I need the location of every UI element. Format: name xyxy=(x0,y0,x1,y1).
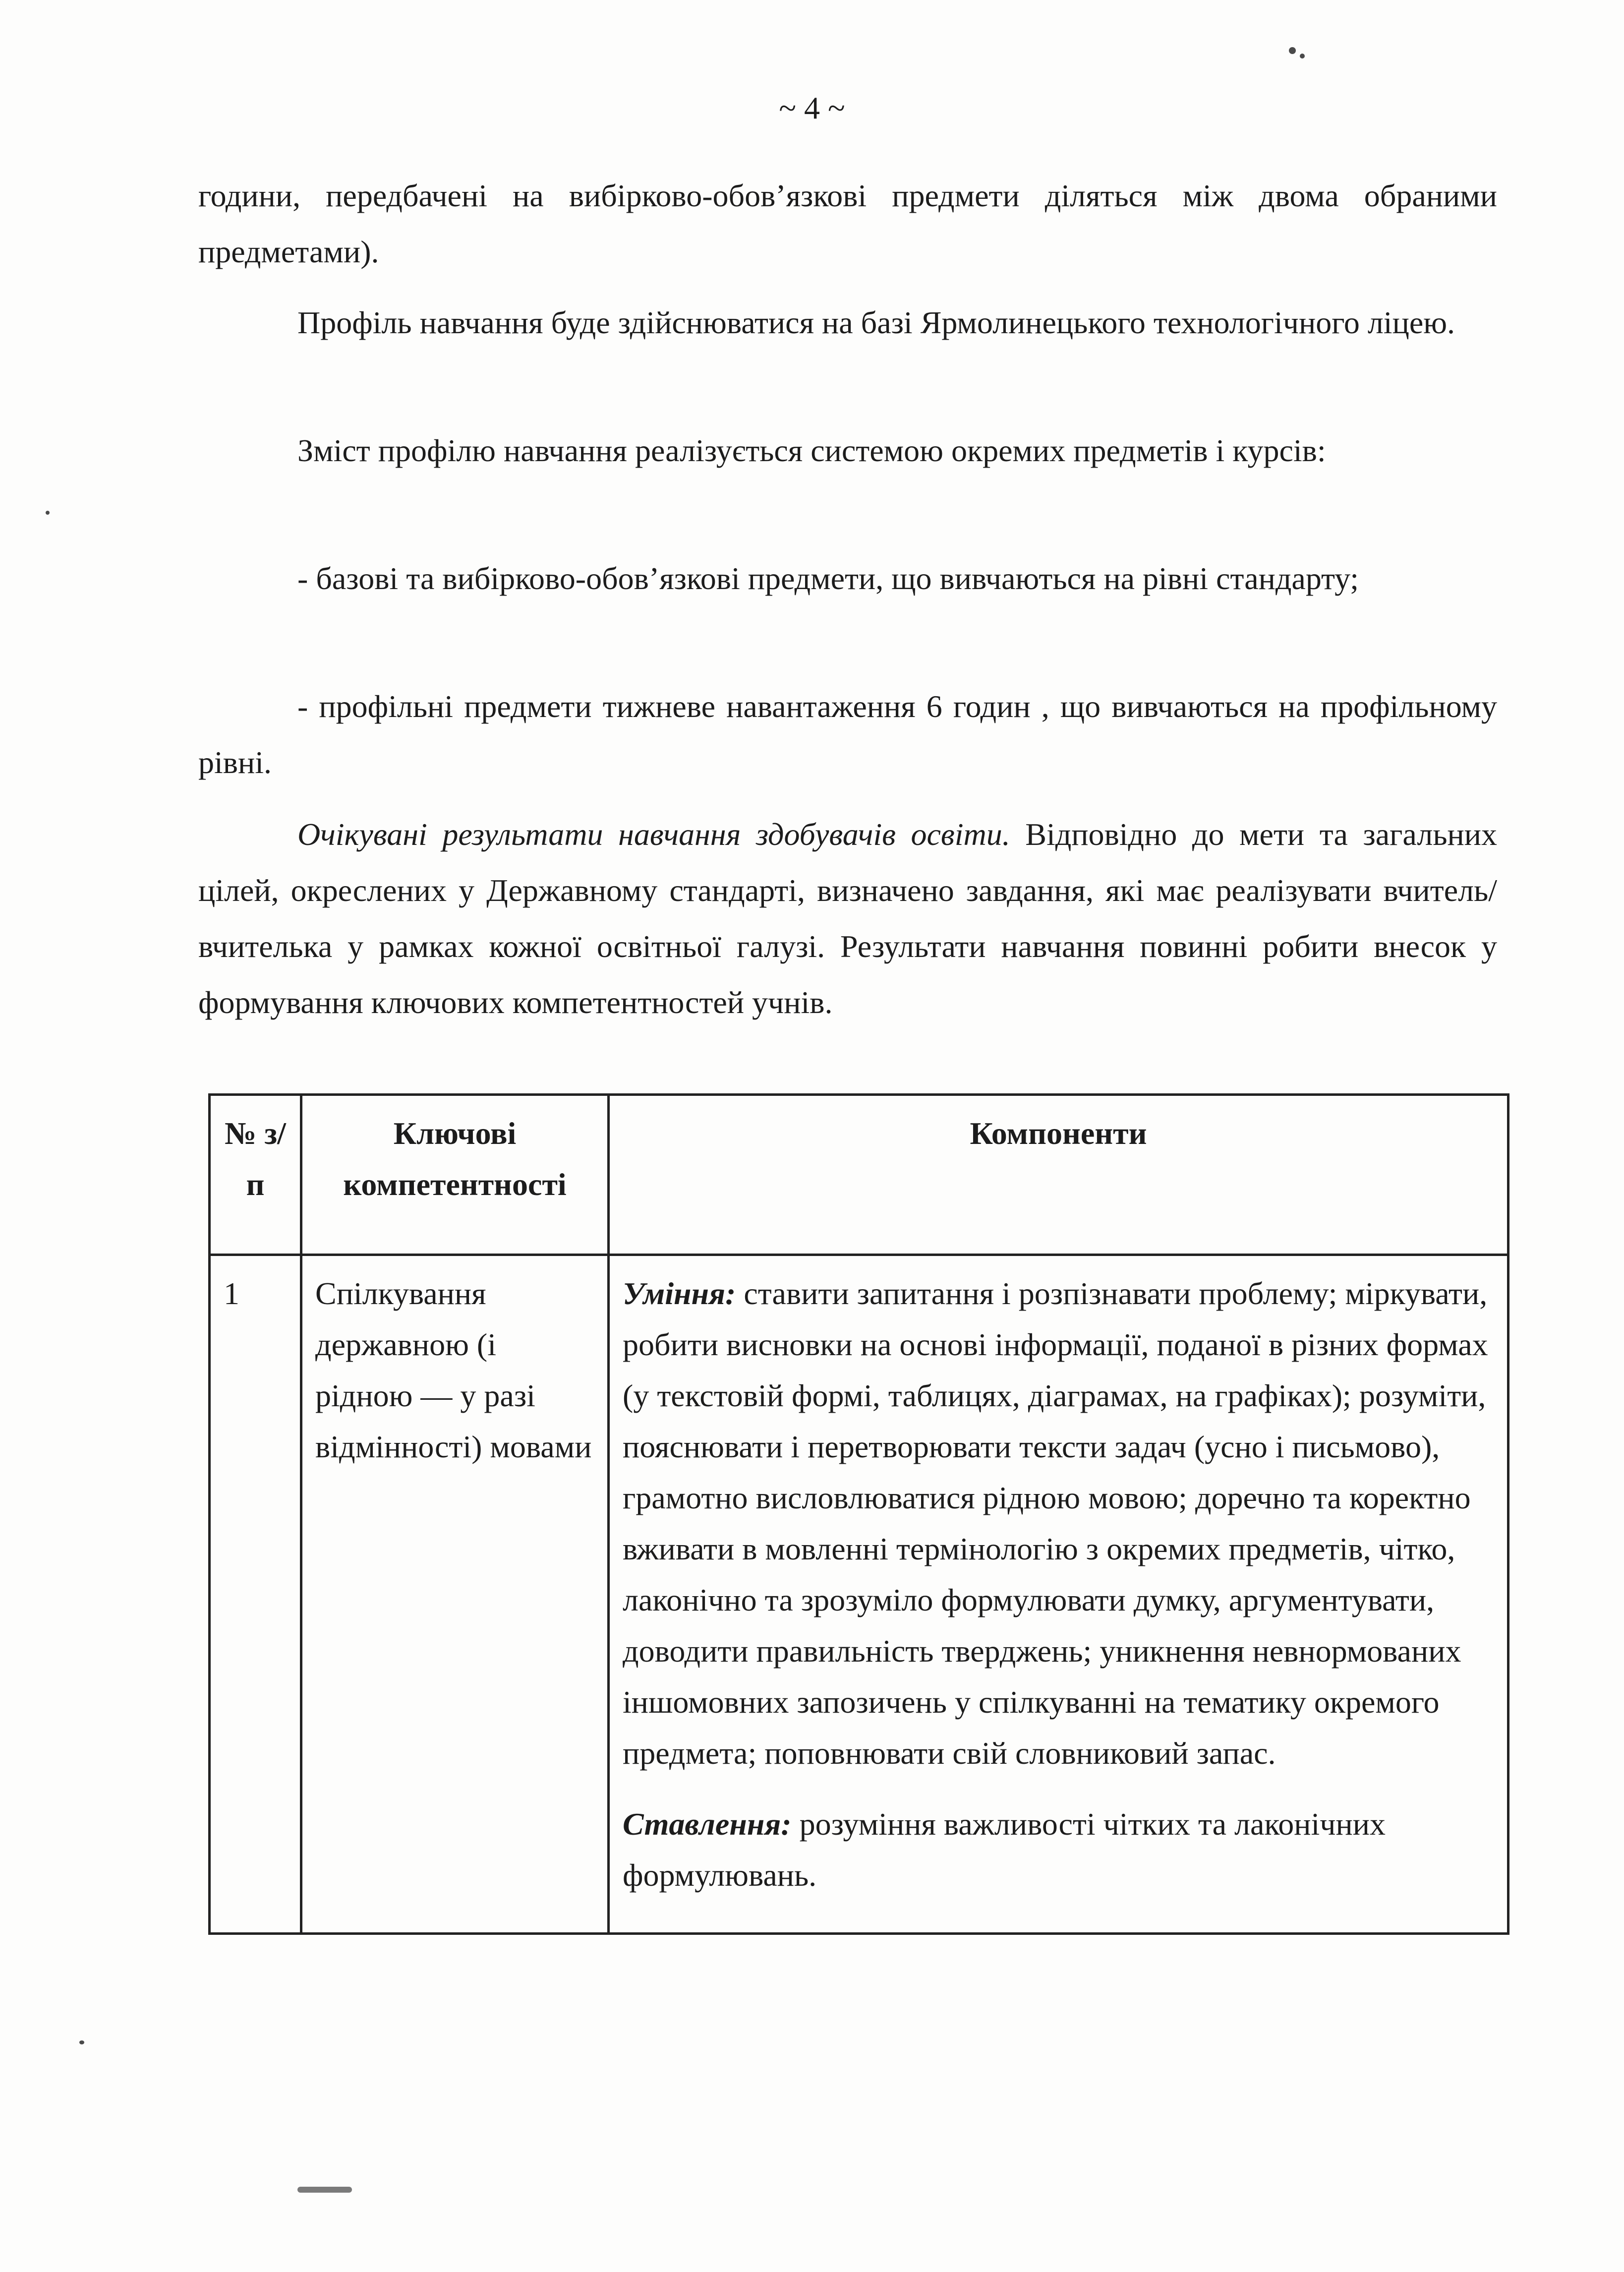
scan-speck xyxy=(79,2040,84,2044)
paragraph-profile-content: Зміст профілю навчання реалізується системою окремих предметів і курсів: xyxy=(297,433,1326,468)
skills-block xyxy=(623,1268,1494,1779)
paragraph-profile-subjects: - профільні предмети тижневе навантаження 6 годин , що вивчаються на профільному рівні. xyxy=(198,689,1497,780)
header-components: Компоненти xyxy=(609,1095,1508,1255)
scan-speck xyxy=(1289,47,1296,54)
expected-results-lead: Очікувані результати навчання здобувачів освіти. xyxy=(297,817,1010,852)
attitude-text: розуміння важливості чітких та лаконічних формулювань. xyxy=(623,1806,1386,1893)
row-number: 1 xyxy=(210,1255,301,1934)
paragraph-continuation: години, передбачені на вибірково-обов’язкові предмети діляться між двома обраними предметами). xyxy=(198,178,1497,269)
row-key-competency: Спілкування державною (і рідною — у разі відмінності) мовами xyxy=(301,1255,609,1934)
attitude-block xyxy=(623,1798,1494,1901)
attitude-label: Ставлення: xyxy=(623,1806,792,1842)
paragraph-expected-results xyxy=(198,806,1497,1030)
skills-text: ставити запитання і розпізнавати проблему; міркувати, робити висновки на основі інформації, поданої в різних формах (у текстовій формі, таблицях, діаграмах, на графіках); розуміти, пояснювати і перетворювати тексти задач (усно і письмово), грамотно висловлюватися рідною мовою; доречно та коректно вживати в мовленні термінологію з окремих предметів, чітко, лаконічно та зрозуміло формулювати думку, аргументувати, доводити правильність тверджень; уникнення невнормованих іншомовних запозичень у спілкуванні на тематику окремого предмета; поповнювати свій словниковий запас. xyxy=(623,1276,1488,1771)
table-row xyxy=(210,1255,1508,1934)
competencies-table xyxy=(208,1093,1509,1935)
paragraph-profile-base: Профіль навчання буде здійснюватися на базі Ярмолинецького технологічного ліцею. xyxy=(297,305,1455,340)
row-components xyxy=(609,1255,1508,1934)
table-header-row xyxy=(210,1095,1508,1255)
skills-label: Уміння: xyxy=(623,1276,736,1311)
expected-results-text: Відповідно до мети та загальних цілей, окреслених у Державному стандарті, визначено завдання, які має реалізувати вчитель/вчителька у рамках кожної освітньої галузі. Результати навчання повинні робити внесок у формування ключових компетентностей учнів. xyxy=(198,817,1498,1020)
scan-speck xyxy=(46,511,50,515)
header-key-competencies: Ключові компетентності xyxy=(301,1095,609,1255)
paragraph-basic-subjects: - базові та вибірково-обов’язкові предмети, що вивчаються на рівні стандарту; xyxy=(297,561,1359,596)
header-number: № з/п xyxy=(210,1095,301,1255)
page-number: ~ 4 ~ xyxy=(779,90,845,125)
scan-speck xyxy=(1300,54,1305,59)
scan-speck xyxy=(297,2187,352,2193)
